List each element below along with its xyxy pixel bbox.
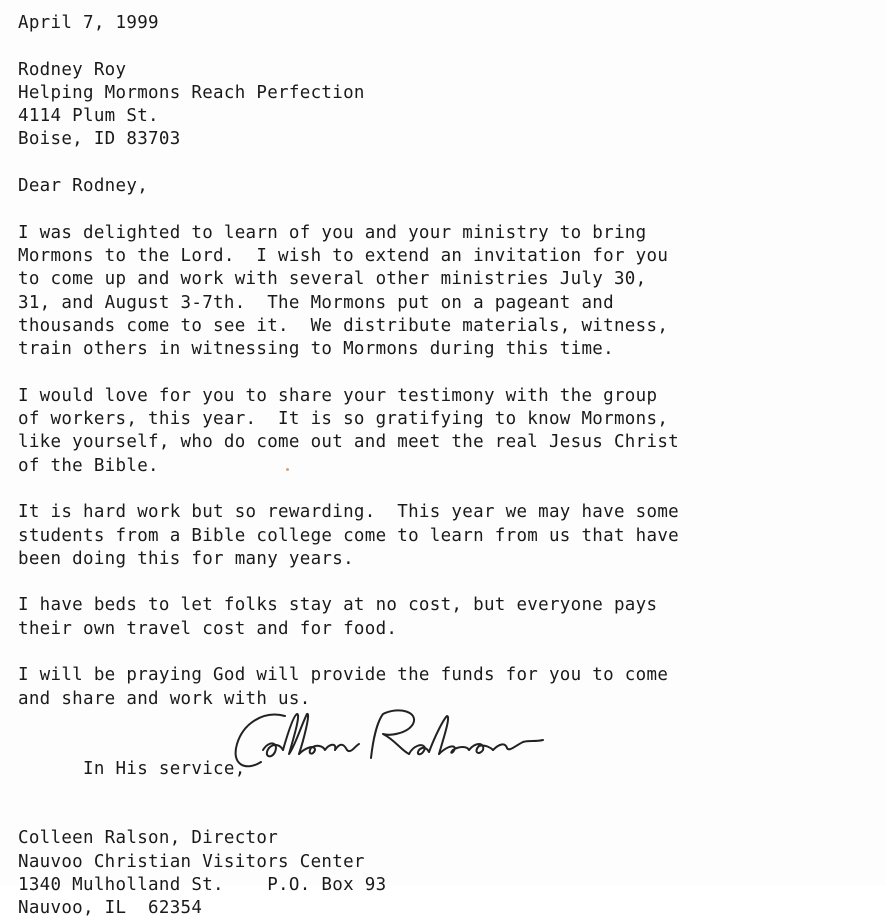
paragraph-line: their own travel cost and for food. [18, 618, 398, 639]
paragraph-line: thousands come to see it. We distribute materials, witness, [18, 315, 669, 336]
paragraph-line: train others in witnessing to Mormons during this time. [18, 339, 614, 360]
paragraph-line: I would love for you to share your testimony with the group [18, 385, 658, 406]
paragraph-line: 31, and August 3-7th. The Mormons put on a pageant and [18, 292, 614, 313]
closing-row [18, 734, 884, 827]
paragraph-line: I have beds to let folks stay at no cost, but everyone pays [18, 595, 658, 616]
paragraph-line: Mormons to the Lord. I wish to extend an invitation for you [18, 245, 669, 266]
paragraph-5 [18, 664, 884, 711]
letter-body [18, 12, 884, 921]
sender-city-state-zip: Nauvoo, IL 62354 [18, 898, 203, 919]
letter-date: April 7, 1999 [18, 13, 159, 33]
paragraph-line: to come up and work with several other ministries July 30, [18, 269, 647, 290]
paragraph-2 [18, 385, 884, 478]
closing: In His service, [83, 758, 246, 779]
sender-street-pobox: 1340 Mulholland St. P.O. Box 93 [18, 874, 387, 895]
salutation: Dear Rodney, [18, 176, 149, 197]
paragraph-4 [18, 594, 884, 641]
sender-block [18, 827, 884, 920]
paragraph-line: I will be praying God will provide the funds for you to come [18, 665, 669, 686]
paragraph-3 [18, 501, 884, 571]
sender-name-title: Colleen Ralson, Director [18, 828, 279, 849]
recipient-address [18, 59, 884, 152]
paragraph-1 [18, 222, 884, 362]
sender-organization: Nauvoo Christian Visitors Center [18, 851, 365, 872]
handwritten-signature [223, 706, 553, 778]
paragraph-line: of the Bible. [18, 455, 159, 476]
recipient-organization: Helping Mormons Reach Perfection [18, 82, 365, 103]
paragraph-line: like yourself, who do come out and meet the real Jesus Christ [18, 432, 679, 453]
recipient-name: Rodney Roy [18, 59, 127, 80]
paragraph-line: It is hard work but so rewarding. This year we may have some [18, 502, 679, 523]
paragraph-line: and share and work with us. [18, 688, 311, 709]
recipient-city-state-zip: Boise, ID 83703 [18, 129, 181, 150]
paragraph-line: students from a Bible college come to learn from us that have [18, 525, 679, 546]
recipient-street: 4114 Plum St. [18, 106, 159, 127]
paper-speck [286, 468, 289, 471]
paragraph-line: of workers, this year. It is so gratifying to know Mormons, [18, 409, 669, 430]
paragraph-line: I was delighted to learn of you and your ministry to bring [18, 222, 647, 243]
paragraph-line: been doing this for many years. [18, 548, 354, 569]
